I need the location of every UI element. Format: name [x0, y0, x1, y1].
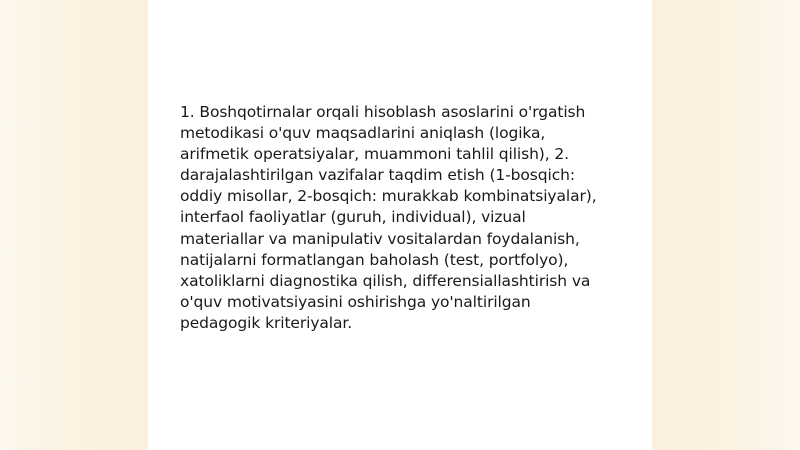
document-page [148, 0, 652, 450]
body-paragraph: 1. Boshqotirnalar orqali hisoblash asoslarini o'rgatish metodikasi o'quv maqsadlarini aniqlash (logika, arifmetik operatsiyalar, muammoni tahlil qilish), 2. darajalashtirilgan vazifalar taqdim etish (1-bosqich: oddiy misollar, 2-bosqich: murakkab kombinatsiyalar), interfaol faoliyatlar (guruh, individual), vizual materiallar va manipulativ vositalardan foydalanish, natijalarni formatlangan baholash (test, portfolyo), xatoliklarni diagnostika qilish, differensiallashtirish va o'quv motivatsiyasini oshirishga yo'naltirilgan pedagogik kriteriyalar. [180, 103, 597, 332]
